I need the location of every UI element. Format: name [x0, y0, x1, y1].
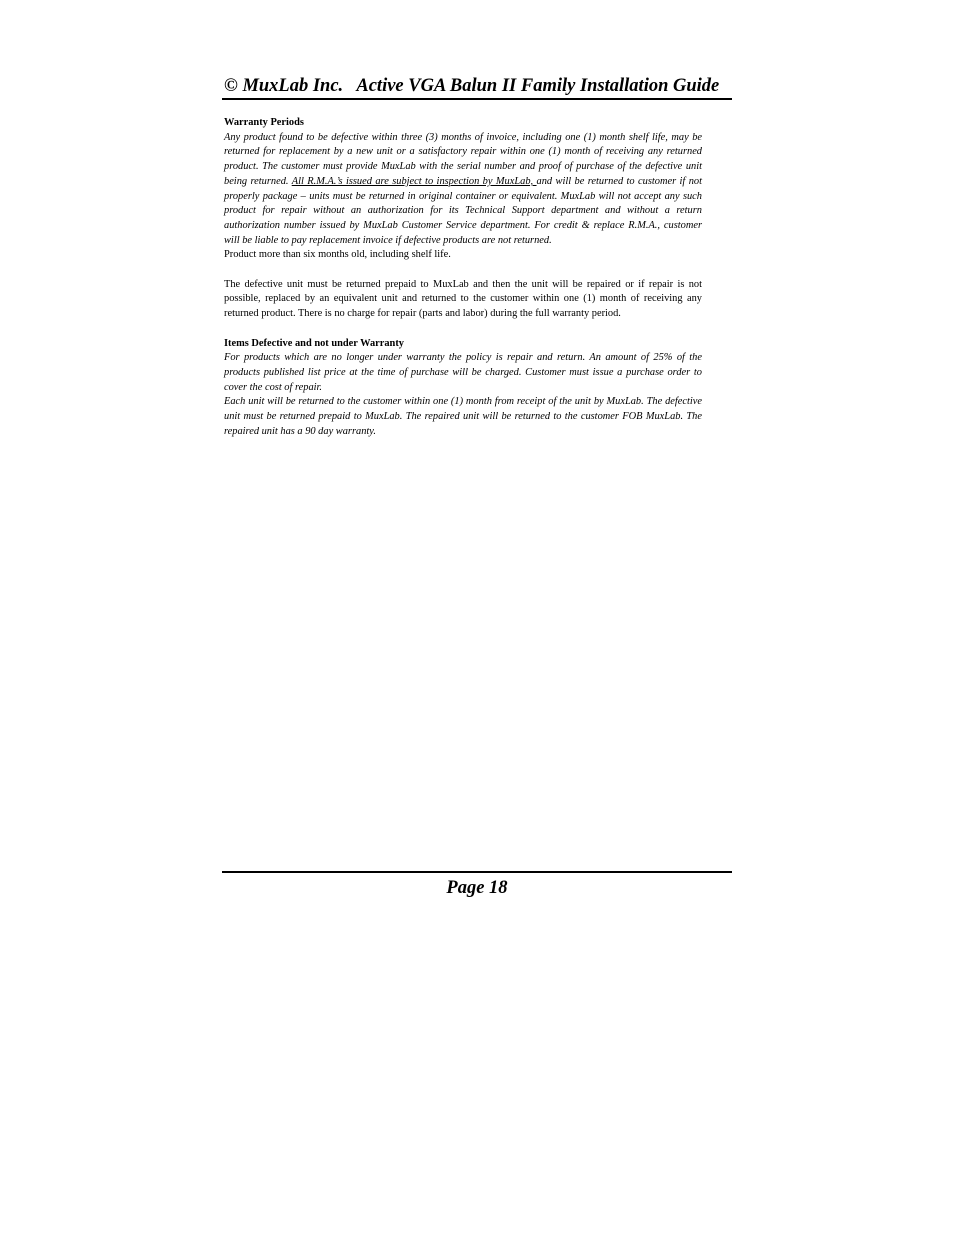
footer-divider — [222, 871, 732, 873]
page-number: Page 18 — [446, 878, 508, 898]
warranty-text-part-1: Any product found to be defective within three (3) months of invoice, including one (1) month shelf life, may be returned for replacement by a new unit or a satisfactory repair within one (1) month of receiving any returned product. The customer must provide MuxLab with the serial number and proof of purchase of the defective unit being returned. — [224, 131, 702, 187]
warranty-text-part-2: and will be returned to customer if not properly package – units must be returned in original container or equivalent. MuxLab will not accept any such product for repair without an authorization for its Technical Support department and without a return authorization number issued by MuxLab Customer Service department. For credit & replace R.M.A., customer will be liable to pay replacement invoice if defective products are not returned. — [224, 175, 702, 246]
rma-inspection-note: All R.M.A.’s issued are subject to inspection by MuxLab, — [291, 175, 537, 187]
document-title: © MuxLab Inc. Active VGA Balun II Family Installation Guide — [224, 76, 720, 96]
warranty-periods-heading: Warranty Periods — [224, 117, 304, 128]
spacer — [224, 322, 702, 337]
warranty-periods-paragraph-1 — [224, 131, 702, 249]
not-under-warranty-paragraph-2: Each unit will be returned to the customer within one (1) month from receipt of the unit by MuxLab. The defective unit must be returned prepaid to MuxLab. The repaired unit will be returned to the customer FOB MuxLab. The repaired unit has a 90 day warranty. — [224, 396, 702, 437]
warranty-periods-paragraph-3: The defective unit must be returned prepaid to MuxLab and then the unit will be repaired or if repair is not possible, replaced by an equivalent unit and returned to the customer within one (1) month of receiving any returned product. There is no charge for repair (parts and labor) during the full warranty period. — [224, 278, 702, 320]
not-under-warranty-heading: Items Defective and not under Warranty — [224, 337, 404, 349]
warranty-periods-paragraph-2: Product more than six months old, including shelf life. — [224, 249, 451, 261]
page-header — [222, 74, 732, 100]
not-under-warranty-paragraph-1: For products which are no longer under warranty the policy is repair and return. An amount of 25% of the products published list price at the time of purchase will be charged. Customer must issue a purchase order to cover the cost of repair. — [224, 352, 702, 393]
page-content — [224, 116, 702, 439]
spacer — [224, 263, 702, 278]
